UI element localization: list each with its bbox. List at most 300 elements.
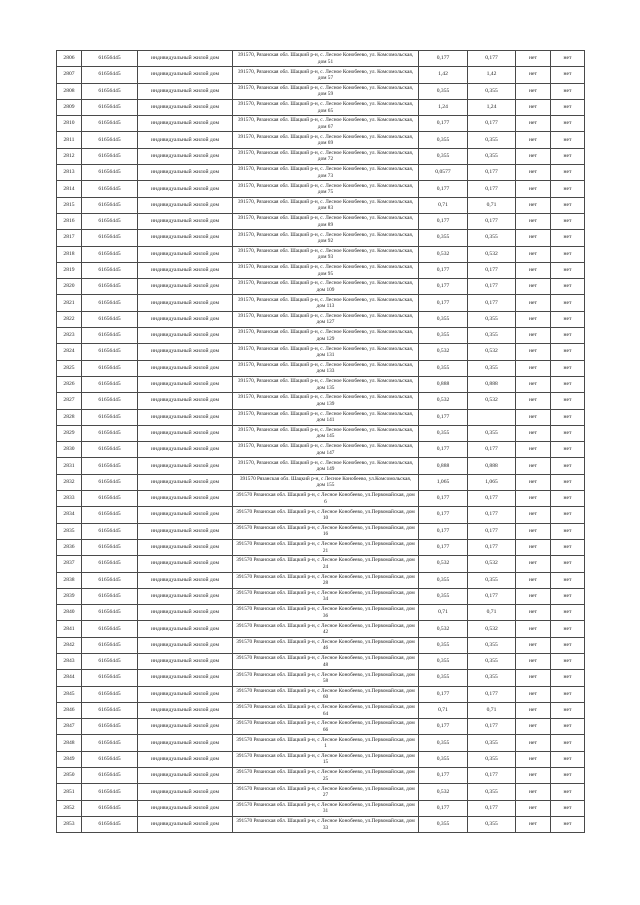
flag-1-cell: нет xyxy=(516,637,551,653)
object-type-cell: индивидуальный жилой дом xyxy=(138,409,233,425)
area-value-cell: 0,177 xyxy=(419,409,468,425)
address-cell: 391570, Рязанская обл. Шацкий р-н, с. Лесное Конобеево, ул. Комсомольская, дом 141 xyxy=(233,409,419,425)
oktmo-code-cell: 61656445 xyxy=(82,213,138,229)
address-cell: 391570 Рязанская обл. Шацкий р-н, с Лесное Конобеево, ул.Первомайская, дом 42 xyxy=(233,621,419,637)
address-cell: 391570, Рязанская обл. Шацкий р-н, с. Лесное Конобеево, ул. Комсомольская, дом 109 xyxy=(233,279,419,295)
flag-1-cell: нет xyxy=(516,784,551,800)
area-value-2-cell: 0,532 xyxy=(468,246,516,262)
row-number-cell: 2835 xyxy=(57,523,82,539)
area-value-2-cell: 0,532 xyxy=(468,556,516,572)
table-row xyxy=(57,132,585,148)
area-value-2-cell: 0,532 xyxy=(468,344,516,360)
area-value-cell: 0,177 xyxy=(419,768,468,784)
address-cell: 391570 Рязанская обл. Шацкий р-н, с Лесное Конобеево, ул.Первомайская, дом 21 xyxy=(233,539,419,555)
row-number-cell: 2819 xyxy=(57,262,82,278)
area-value-cell: 0,177 xyxy=(419,686,468,702)
area-value-cell: 0,355 xyxy=(419,311,468,327)
object-type-cell: индивидуальный жилой дом xyxy=(138,442,233,458)
flag-2-cell: нет xyxy=(551,605,585,621)
flag-2-cell: нет xyxy=(551,556,585,572)
address-cell: 391570 Рязанская обл. Шацкий р-н, с Лесное Конобеево, ул.Первомайская, дом 15 xyxy=(233,751,419,767)
area-value-cell: 0,532 xyxy=(419,393,468,409)
oktmo-code-cell: 61656445 xyxy=(82,328,138,344)
flag-1-cell: нет xyxy=(516,572,551,588)
oktmo-code-cell: 61656445 xyxy=(82,279,138,295)
table-row xyxy=(57,213,585,229)
object-type-cell: индивидуальный жилой дом xyxy=(138,800,233,816)
flag-1-cell: нет xyxy=(516,230,551,246)
area-value-2-cell: 0,355 xyxy=(468,132,516,148)
object-type-cell: индивидуальный жилой дом xyxy=(138,197,233,213)
oktmo-code-cell: 61656445 xyxy=(82,230,138,246)
object-type-cell: индивидуальный жилой дом xyxy=(138,51,233,67)
area-value-2-cell: 1,24 xyxy=(468,99,516,115)
area-value-2-cell: 0,532 xyxy=(468,621,516,637)
flag-2-cell: нет xyxy=(551,735,585,751)
area-value-cell: 0,355 xyxy=(419,816,468,832)
flag-2-cell: нет xyxy=(551,393,585,409)
address-cell: 391570 Рязанская обл. Шацкий р-н, с Лесное Конобеево, ул.Первомайская, дом 10 xyxy=(233,507,419,523)
flag-2-cell: нет xyxy=(551,197,585,213)
oktmo-code-cell: 61656445 xyxy=(82,376,138,392)
oktmo-code-cell: 61656445 xyxy=(82,637,138,653)
table-row xyxy=(57,523,585,539)
address-cell: 391570 Рязанская обл. Шацкий р-н, с Лесное Конобеево, ул.Первомайская, дом 31 xyxy=(233,800,419,816)
area-value-2-cell: 0,355 xyxy=(468,653,516,669)
row-number-cell: 2809 xyxy=(57,99,82,115)
flag-1-cell: нет xyxy=(516,539,551,555)
oktmo-code-cell: 61656445 xyxy=(82,295,138,311)
flag-1-cell: нет xyxy=(516,116,551,132)
row-number-cell: 2845 xyxy=(57,686,82,702)
address-cell: 391570 Рязанская обл. Шацкий р-н, с Лесное Конобеево, ул.Первомайская, дом 48 xyxy=(233,653,419,669)
table-row xyxy=(57,800,585,816)
flag-1-cell: нет xyxy=(516,279,551,295)
row-number-cell: 2812 xyxy=(57,148,82,164)
object-type-cell: индивидуальный жилой дом xyxy=(138,67,233,83)
registry-body xyxy=(57,51,585,833)
table-row xyxy=(57,637,585,653)
area-value-cell: 0,177 xyxy=(419,719,468,735)
address-cell: 391570 Рязанская обл. Шацкий р-н, с Лесное Конобеево, ул.Первомайская, дом 36 xyxy=(233,605,419,621)
flag-2-cell: нет xyxy=(551,148,585,164)
area-value-cell: 0,355 xyxy=(419,230,468,246)
flag-2-cell: нет xyxy=(551,702,585,718)
table-row xyxy=(57,409,585,425)
area-value-cell: 0,355 xyxy=(419,670,468,686)
row-number-cell: 2834 xyxy=(57,507,82,523)
object-type-cell: индивидуальный жилой дом xyxy=(138,425,233,441)
area-value-cell: 0,177 xyxy=(419,295,468,311)
area-value-2-cell: 0,177 xyxy=(468,588,516,604)
flag-2-cell: нет xyxy=(551,507,585,523)
object-type-cell: индивидуальный жилой дом xyxy=(138,491,233,507)
object-type-cell: индивидуальный жилой дом xyxy=(138,637,233,653)
area-value-2-cell: 0,177 xyxy=(468,279,516,295)
area-value-2-cell: 0,177 xyxy=(468,262,516,278)
flag-2-cell: нет xyxy=(551,295,585,311)
oktmo-code-cell: 61656445 xyxy=(82,51,138,67)
row-number-cell: 2826 xyxy=(57,376,82,392)
area-value-2-cell: 0,177 xyxy=(468,116,516,132)
object-type-cell: индивидуальный жилой дом xyxy=(138,148,233,164)
area-value-cell: 0,177 xyxy=(419,523,468,539)
area-value-2-cell: 0,355 xyxy=(468,637,516,653)
table-row xyxy=(57,784,585,800)
address-cell: 391570 Рязанская обл. Шацкий р-н, с Лесное Конобеево, ул.Первомайская, дом 60 xyxy=(233,686,419,702)
object-type-cell: индивидуальный жилой дом xyxy=(138,393,233,409)
table-row xyxy=(57,458,585,474)
area-value-2-cell: 0,177 xyxy=(468,213,516,229)
object-type-cell: индивидуальный жилой дом xyxy=(138,670,233,686)
flag-2-cell: нет xyxy=(551,165,585,181)
row-number-cell: 2842 xyxy=(57,637,82,653)
area-value-2-cell: 0,177 xyxy=(468,686,516,702)
oktmo-code-cell: 61656445 xyxy=(82,735,138,751)
flag-2-cell: нет xyxy=(551,99,585,115)
address-cell: 391570 Рязанская обл. Шацкий р-н, с Лесное Конобеево, ул.Первомайская, дом 24 xyxy=(233,556,419,572)
row-number-cell: 2853 xyxy=(57,816,82,832)
table-row xyxy=(57,148,585,164)
area-value-2-cell: 0,71 xyxy=(468,197,516,213)
registry-table xyxy=(56,50,585,833)
table-row xyxy=(57,181,585,197)
object-type-cell: индивидуальный жилой дом xyxy=(138,653,233,669)
table-row xyxy=(57,393,585,409)
object-type-cell: индивидуальный жилой дом xyxy=(138,83,233,99)
table-row xyxy=(57,556,585,572)
area-value-2-cell: 0,355 xyxy=(468,328,516,344)
flag-2-cell: нет xyxy=(551,523,585,539)
address-cell: 391570 Рязанская обл. Шацкий р-н, с Лесное Конобеево, ул.Первомайская, дом 6 xyxy=(233,491,419,507)
flag-1-cell: нет xyxy=(516,360,551,376)
row-number-cell: 2839 xyxy=(57,588,82,604)
area-value-cell: 0,71 xyxy=(419,702,468,718)
flag-1-cell: нет xyxy=(516,99,551,115)
object-type-cell: индивидуальный жилой дом xyxy=(138,539,233,555)
area-value-2-cell: 0,177 xyxy=(468,165,516,181)
flag-2-cell: нет xyxy=(551,768,585,784)
oktmo-code-cell: 61656445 xyxy=(82,132,138,148)
flag-2-cell: нет xyxy=(551,181,585,197)
area-value-cell: 0,355 xyxy=(419,751,468,767)
table-row xyxy=(57,165,585,181)
object-type-cell: индивидуальный жилой дом xyxy=(138,230,233,246)
flag-1-cell: нет xyxy=(516,768,551,784)
area-value-2-cell: 0,177 xyxy=(468,491,516,507)
flag-1-cell: нет xyxy=(516,605,551,621)
area-value-cell: 0,177 xyxy=(419,51,468,67)
flag-2-cell: нет xyxy=(551,572,585,588)
flag-2-cell: нет xyxy=(551,344,585,360)
object-type-cell: индивидуальный жилой дом xyxy=(138,458,233,474)
object-type-cell: индивидуальный жилой дом xyxy=(138,344,233,360)
area-value-cell: 0,355 xyxy=(419,572,468,588)
flag-2-cell: нет xyxy=(551,425,585,441)
oktmo-code-cell: 61656445 xyxy=(82,393,138,409)
flag-2-cell: нет xyxy=(551,637,585,653)
area-value-cell: 0,177 xyxy=(419,507,468,523)
address-cell: 391570, Рязанская обл. Шацкий р-н, с. Лесное Конобеево, ул. Комсомольская, дом 135 xyxy=(233,376,419,392)
row-number-cell: 2836 xyxy=(57,539,82,555)
area-value-cell: 0,532 xyxy=(419,621,468,637)
flag-2-cell: нет xyxy=(551,279,585,295)
row-number-cell: 2843 xyxy=(57,653,82,669)
row-number-cell: 2827 xyxy=(57,393,82,409)
oktmo-code-cell: 61656445 xyxy=(82,653,138,669)
address-cell: 391570, Рязанская обл. Шацкий р-н, с. Лесное Конобеево, ул. Комсомольская, дом 127 xyxy=(233,311,419,327)
address-cell: 391570, Рязанская обл. Шацкий р-н, с. Лесное Конобеево, ул. Комсомольская, дом 75 xyxy=(233,181,419,197)
object-type-cell: индивидуальный жилой дом xyxy=(138,621,233,637)
area-value-cell: 0,177 xyxy=(419,442,468,458)
row-number-cell: 2829 xyxy=(57,425,82,441)
address-cell: 391570, Рязанская обл. Шацкий р-н, с. Лесное Конобеево, ул. Комсомольская, дом 131 xyxy=(233,344,419,360)
table-row xyxy=(57,653,585,669)
flag-2-cell: нет xyxy=(551,116,585,132)
flag-1-cell: нет xyxy=(516,67,551,83)
area-value-2-cell: 0,71 xyxy=(468,702,516,718)
flag-1-cell: нет xyxy=(516,197,551,213)
oktmo-code-cell: 61656445 xyxy=(82,702,138,718)
address-cell: 391570 Рязанская обл. Шацкий р-н, с Лесное Конобеево, ул.Первомайская, дом 27 xyxy=(233,784,419,800)
address-cell: 391570, Рязанская обл. Шацкий р-н, с. Лесное Конобеево, ул. Комсомольская, дом 129 xyxy=(233,328,419,344)
table-row xyxy=(57,376,585,392)
oktmo-code-cell: 61656445 xyxy=(82,588,138,604)
oktmo-code-cell: 61656445 xyxy=(82,768,138,784)
row-number-cell: 2844 xyxy=(57,670,82,686)
flag-1-cell: нет xyxy=(516,442,551,458)
oktmo-code-cell: 61656445 xyxy=(82,816,138,832)
area-value-2-cell: 0,177 xyxy=(468,507,516,523)
flag-2-cell: нет xyxy=(551,51,585,67)
area-value-2-cell: 0,177 xyxy=(468,800,516,816)
oktmo-code-cell: 61656445 xyxy=(82,67,138,83)
table-row xyxy=(57,328,585,344)
area-value-cell: 0,355 xyxy=(419,148,468,164)
area-value-2-cell: 0,355 xyxy=(468,230,516,246)
flag-1-cell: нет xyxy=(516,653,551,669)
row-number-cell: 2849 xyxy=(57,751,82,767)
row-number-cell: 2808 xyxy=(57,83,82,99)
address-cell: 391570 Рязанская обл. Шацкий р-н, с Лесное Конобеево, ул.Первомайская, дом 16 xyxy=(233,523,419,539)
flag-2-cell: нет xyxy=(551,670,585,686)
address-cell: 391570, Рязанская обл. Шацкий р-н, с. Лесное Конобеево, ул. Комсомольская, дом 147 xyxy=(233,442,419,458)
table-row xyxy=(57,702,585,718)
row-number-cell: 2833 xyxy=(57,491,82,507)
flag-1-cell: нет xyxy=(516,165,551,181)
oktmo-code-cell: 61656445 xyxy=(82,181,138,197)
area-value-2-cell: 0,355 xyxy=(468,360,516,376)
flag-1-cell: нет xyxy=(516,670,551,686)
area-value-cell: 0,355 xyxy=(419,588,468,604)
address-cell: 391570 Рязанская обл. Шацкий р-н, с Лесное Конобеево, ул.Первомайская, дом 58 xyxy=(233,670,419,686)
flag-2-cell: нет xyxy=(551,328,585,344)
address-cell: 391570, Рязанская обл. Шацкий р-н, с. Лесное Конобеево, ул. Комсомольская, дом 149 xyxy=(233,458,419,474)
area-value-cell: 0,355 xyxy=(419,328,468,344)
row-number-cell: 2806 xyxy=(57,51,82,67)
flag-2-cell: нет xyxy=(551,83,585,99)
row-number-cell: 2837 xyxy=(57,556,82,572)
address-cell: 391570 Рязанская обл. Шацкий р-н, с Лесное Конобеево, ул.Первомайская, дом 25 xyxy=(233,768,419,784)
area-value-2-cell: 0,888 xyxy=(468,376,516,392)
object-type-cell: индивидуальный жилой дом xyxy=(138,474,233,490)
object-type-cell: индивидуальный жилой дом xyxy=(138,507,233,523)
flag-2-cell: нет xyxy=(551,213,585,229)
flag-1-cell: нет xyxy=(516,262,551,278)
flag-1-cell: нет xyxy=(516,213,551,229)
area-value-cell: 0,177 xyxy=(419,491,468,507)
area-value-cell: 0,355 xyxy=(419,637,468,653)
row-number-cell: 2832 xyxy=(57,474,82,490)
flag-2-cell: нет xyxy=(551,230,585,246)
table-row xyxy=(57,572,585,588)
area-value-2-cell: 0,355 xyxy=(468,83,516,99)
table-row xyxy=(57,67,585,83)
object-type-cell: индивидуальный жилой дом xyxy=(138,605,233,621)
area-value-cell: 0,532 xyxy=(419,246,468,262)
table-row xyxy=(57,360,585,376)
area-value-2-cell: 1,065 xyxy=(468,474,516,490)
object-type-cell: индивидуальный жилой дом xyxy=(138,556,233,572)
flag-2-cell: нет xyxy=(551,246,585,262)
area-value-cell: 0,177 xyxy=(419,279,468,295)
flag-2-cell: нет xyxy=(551,376,585,392)
table-row xyxy=(57,51,585,67)
area-value-cell: 0,177 xyxy=(419,539,468,555)
area-value-cell: 0,71 xyxy=(419,197,468,213)
object-type-cell: индивидуальный жилой дом xyxy=(138,311,233,327)
area-value-cell: 0,532 xyxy=(419,784,468,800)
area-value-cell: 0,888 xyxy=(419,376,468,392)
address-cell: 391570, Рязанская обл. Шацкий р-н, с. Лесное Конобеево, ул. Комсомольская, дом 67 xyxy=(233,116,419,132)
table-row xyxy=(57,83,585,99)
object-type-cell: индивидуальный жилой дом xyxy=(138,572,233,588)
flag-2-cell: нет xyxy=(551,132,585,148)
table-row xyxy=(57,719,585,735)
row-number-cell: 2817 xyxy=(57,230,82,246)
table-row xyxy=(57,491,585,507)
area-value-2-cell: 0,355 xyxy=(468,148,516,164)
object-type-cell: индивидуальный жилой дом xyxy=(138,213,233,229)
object-type-cell: индивидуальный жилой дом xyxy=(138,279,233,295)
row-number-cell: 2810 xyxy=(57,116,82,132)
object-type-cell: индивидуальный жилой дом xyxy=(138,360,233,376)
row-number-cell: 2830 xyxy=(57,442,82,458)
table-row xyxy=(57,311,585,327)
flag-1-cell: нет xyxy=(516,507,551,523)
area-value-2-cell: 0,177 xyxy=(468,539,516,555)
area-value-cell: 0,532 xyxy=(419,556,468,572)
flag-1-cell: нет xyxy=(516,702,551,718)
row-number-cell: 2828 xyxy=(57,409,82,425)
area-value-cell: 0,532 xyxy=(419,344,468,360)
flag-1-cell: нет xyxy=(516,132,551,148)
oktmo-code-cell: 61656445 xyxy=(82,474,138,490)
flag-1-cell: нет xyxy=(516,458,551,474)
address-cell: 391570, Рязанская обл. Шацкий р-н, с. Лесное Конобеево, ул. Комсомольская, дом 89 xyxy=(233,213,419,229)
area-value-cell: 1,24 xyxy=(419,99,468,115)
address-cell: 391570, Рязанская обл. Шацкий р-н, с. Лесное Конобеево, ул. Комсомольская, дом 83 xyxy=(233,197,419,213)
address-cell: 391570 Рязанская обл. Шацкий р-н, с Лесное Конобеево, ул.Комсомольская, дом 155 xyxy=(233,474,419,490)
flag-2-cell: нет xyxy=(551,360,585,376)
flag-1-cell: нет xyxy=(516,621,551,637)
flag-1-cell: нет xyxy=(516,735,551,751)
table-row xyxy=(57,246,585,262)
table-row xyxy=(57,670,585,686)
row-number-cell: 2823 xyxy=(57,328,82,344)
address-cell: 391570, Рязанская обл. Шацкий р-н, с. Лесное Конобеево, ул. Комсомольская, дом 65 xyxy=(233,99,419,115)
area-value-cell: 0,0577 xyxy=(419,165,468,181)
area-value-cell: 0,177 xyxy=(419,181,468,197)
object-type-cell: индивидуальный жилой дом xyxy=(138,99,233,115)
object-type-cell: индивидуальный жилой дом xyxy=(138,116,233,132)
object-type-cell: индивидуальный жилой дом xyxy=(138,376,233,392)
table-row xyxy=(57,442,585,458)
oktmo-code-cell: 61656445 xyxy=(82,719,138,735)
area-value-2-cell: 0,177 xyxy=(468,181,516,197)
address-cell: 391570, Рязанская обл. Шацкий р-н, с. Лесное Конобеево, ул. Комсомольская, дом 51 xyxy=(233,51,419,67)
flag-2-cell: нет xyxy=(551,539,585,555)
flag-2-cell: нет xyxy=(551,686,585,702)
oktmo-code-cell: 61656445 xyxy=(82,686,138,702)
address-cell: 391570, Рязанская обл. Шацкий р-н, с. Лесное Конобеево, ул. Комсомольская, дом 57 xyxy=(233,67,419,83)
row-number-cell: 2822 xyxy=(57,311,82,327)
object-type-cell: индивидуальный жилой дом xyxy=(138,295,233,311)
area-value-cell: 0,355 xyxy=(419,653,468,669)
oktmo-code-cell: 61656445 xyxy=(82,621,138,637)
table-row xyxy=(57,588,585,604)
flag-1-cell: нет xyxy=(516,425,551,441)
oktmo-code-cell: 61656445 xyxy=(82,556,138,572)
row-number-cell: 2816 xyxy=(57,213,82,229)
row-number-cell: 2840 xyxy=(57,605,82,621)
row-number-cell: 2841 xyxy=(57,621,82,637)
row-number-cell: 2824 xyxy=(57,344,82,360)
address-cell: 391570, Рязанская обл. Шацкий р-н, с. Лесное Конобеево, ул. Комсомольская, дом 72 xyxy=(233,148,419,164)
table-row xyxy=(57,768,585,784)
flag-1-cell: нет xyxy=(516,51,551,67)
object-type-cell: индивидуальный жилой дом xyxy=(138,262,233,278)
address-cell: 391570, Рязанская обл. Шацкий р-н, с. Лесное Конобеево, ул. Комсомольская, дом 95 xyxy=(233,262,419,278)
table-row xyxy=(57,686,585,702)
address-cell: 391570, Рязанская обл. Шацкий р-н, с. Лесное Конобеево, ул. Комсомольская, дом 92 xyxy=(233,230,419,246)
address-cell: 391570, Рязанская обл. Шацкий р-н, с. Лесное Конобеево, ул. Комсомольская, дом 93 xyxy=(233,246,419,262)
object-type-cell: индивидуальный жилой дом xyxy=(138,588,233,604)
row-number-cell: 2847 xyxy=(57,719,82,735)
oktmo-code-cell: 61656445 xyxy=(82,311,138,327)
flag-2-cell: нет xyxy=(551,621,585,637)
area-value-cell: 0,355 xyxy=(419,132,468,148)
row-number-cell: 2831 xyxy=(57,458,82,474)
row-number-cell: 2851 xyxy=(57,784,82,800)
flag-1-cell: нет xyxy=(516,719,551,735)
area-value-2-cell: 0,355 xyxy=(468,816,516,832)
area-value-2-cell: 0,177 xyxy=(468,719,516,735)
row-number-cell: 2815 xyxy=(57,197,82,213)
table-row xyxy=(57,279,585,295)
flag-1-cell: нет xyxy=(516,523,551,539)
flag-2-cell: нет xyxy=(551,67,585,83)
object-type-cell: индивидуальный жилой дом xyxy=(138,132,233,148)
flag-1-cell: нет xyxy=(516,246,551,262)
address-cell: 391570, Рязанская обл. Шацкий р-н, с. Лесное Конобеево, ул. Комсомольская, дом 139 xyxy=(233,393,419,409)
flag-1-cell: нет xyxy=(516,751,551,767)
oktmo-code-cell: 61656445 xyxy=(82,523,138,539)
area-value-cell: 1,42 xyxy=(419,67,468,83)
row-number-cell: 2850 xyxy=(57,768,82,784)
flag-1-cell: нет xyxy=(516,295,551,311)
oktmo-code-cell: 61656445 xyxy=(82,784,138,800)
